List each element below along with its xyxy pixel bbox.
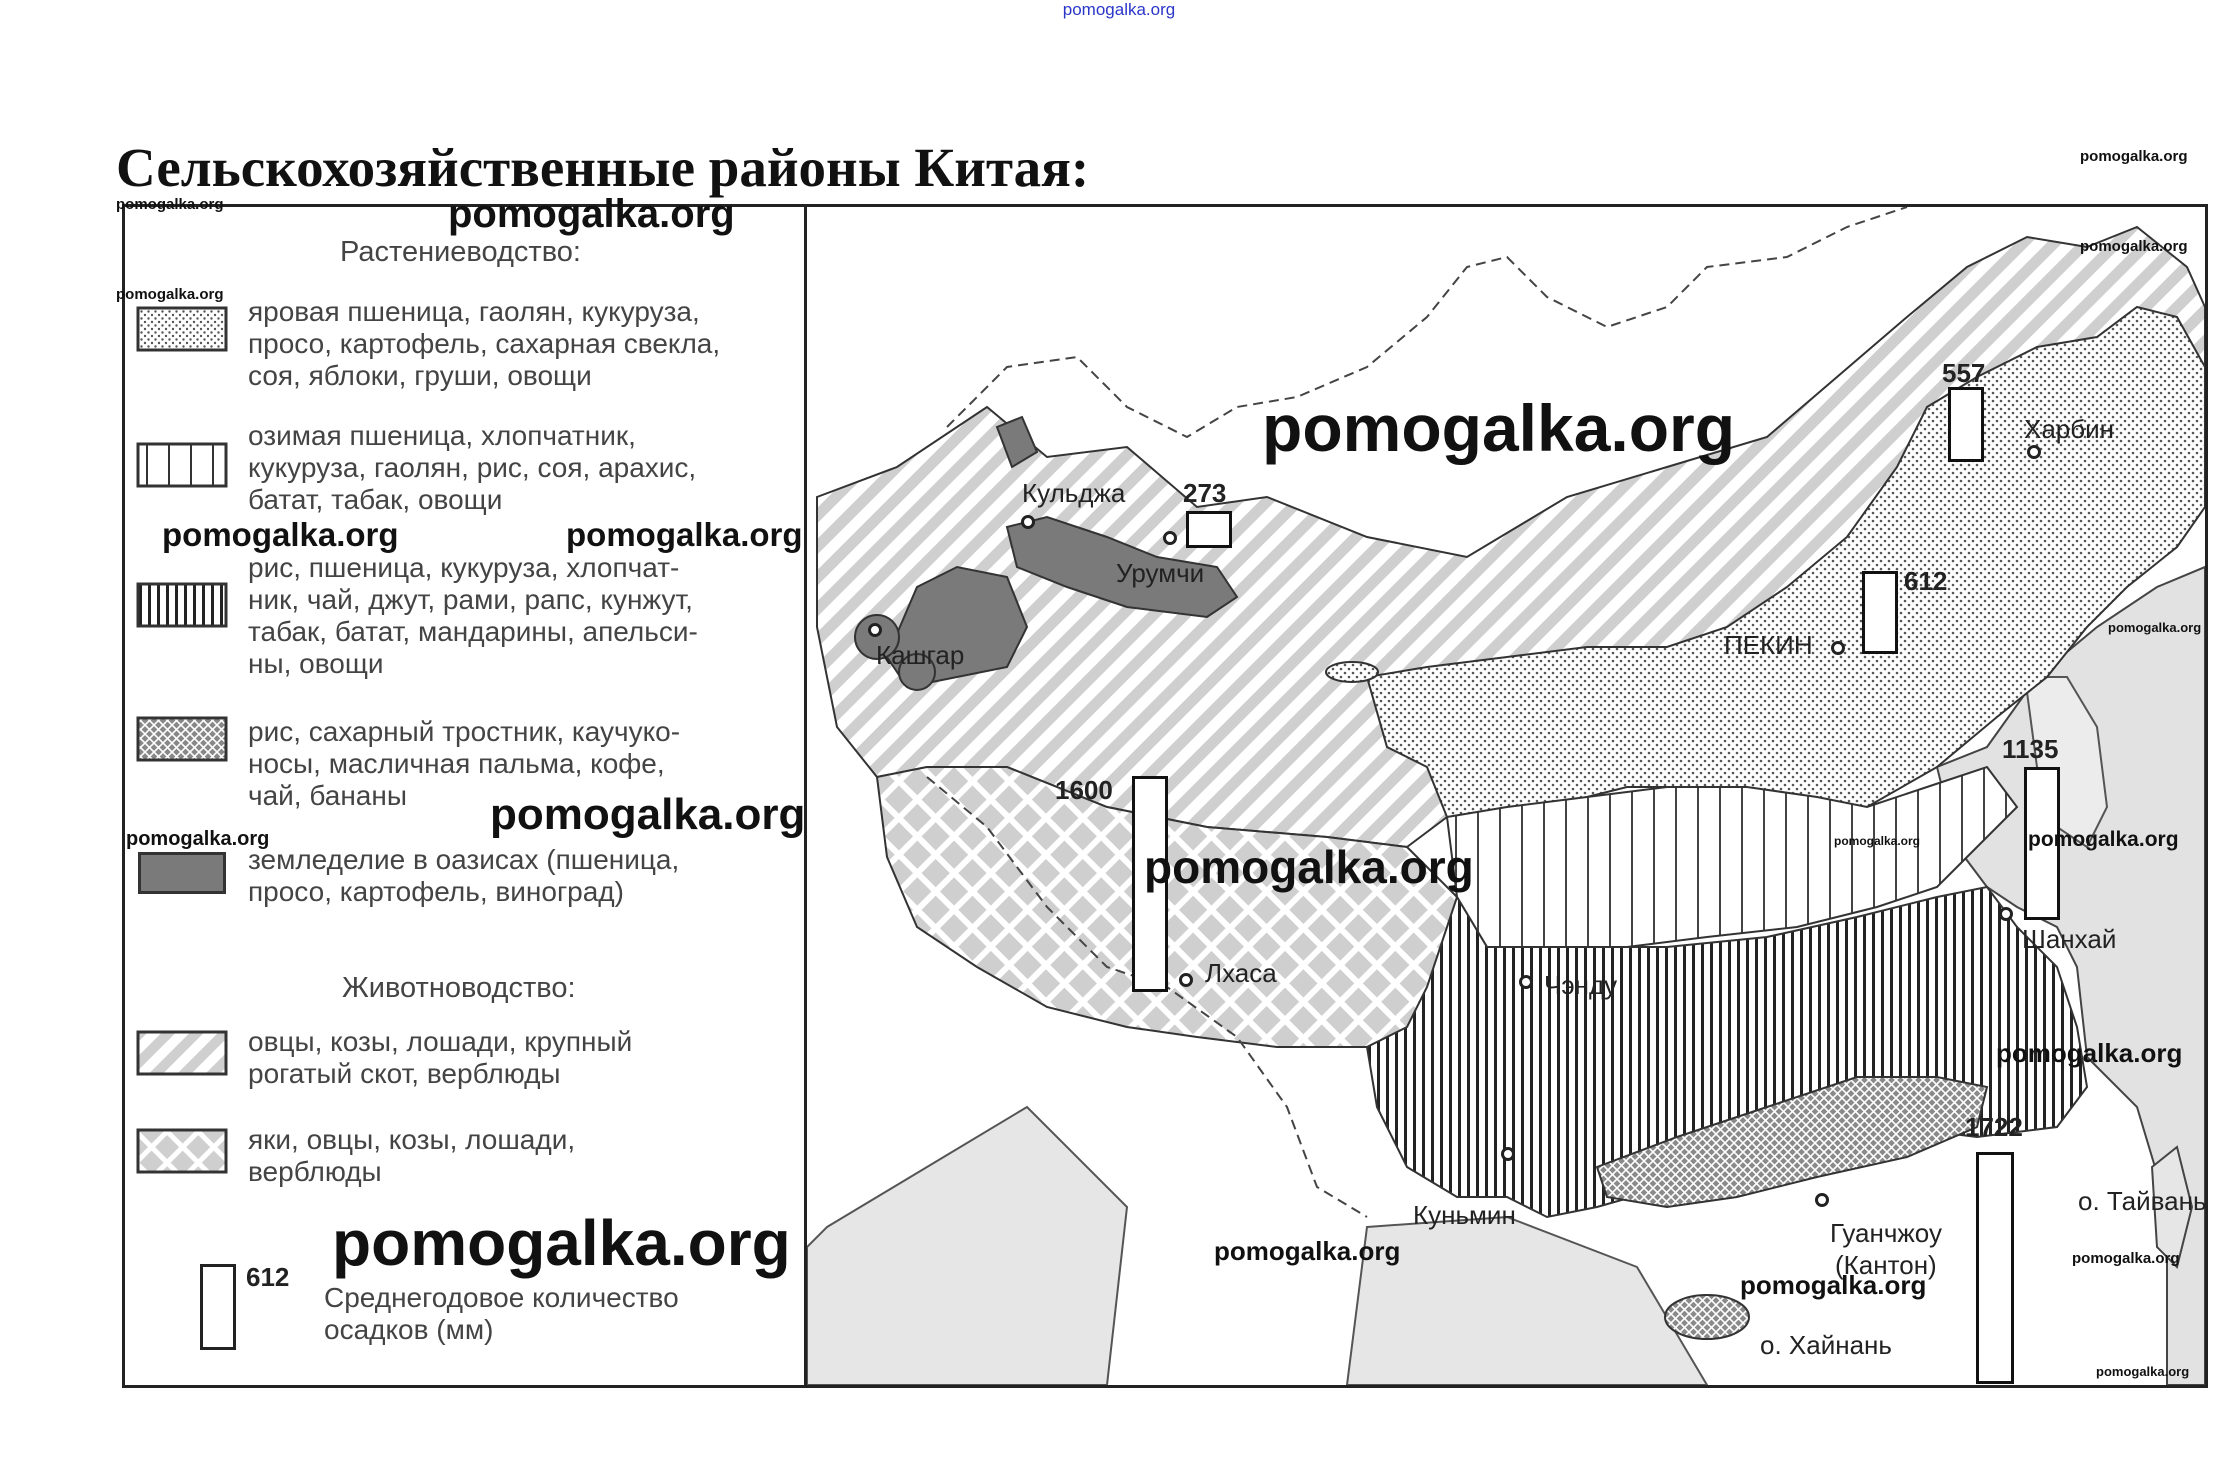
watermark: pomogalka.org: [1214, 1236, 1401, 1266]
city-dot: [1999, 907, 2013, 921]
city-shanghai: Шанхай: [2022, 924, 2117, 954]
legend-item-livestock-north: [248, 1026, 632, 1090]
precip-label-273: 273: [1183, 478, 1227, 508]
watermark: pomogalka.org: [2028, 828, 2179, 851]
legend-line: озимая пшеница, хлопчатник,: [248, 420, 636, 451]
island-taiwan: о. Тайвань: [2078, 1186, 2207, 1216]
watermark: pomogalka.org: [1144, 841, 1474, 893]
watermark: pomogalka.org: [448, 192, 735, 236]
city-dot: [1519, 975, 1533, 989]
watermark: pomogalka.org: [1996, 1038, 2183, 1068]
legend-line: рис, сахарный тростник, каучуко-: [248, 716, 681, 747]
legend-line: рис, пшеница, кукуруза, хлопчат-: [248, 552, 680, 583]
city-beijing: ПЕКИН: [1724, 630, 1813, 660]
precip-label-1600: 1600: [1055, 775, 1113, 805]
legend-item-precip: [324, 1282, 679, 1346]
oasis-small: [1326, 662, 1378, 682]
city-dot: [1179, 973, 1193, 987]
legend-line: яровая пшеница, гаолян, кукуруза,: [248, 296, 700, 327]
legend-line: овцы, козы, лошади, крупный: [248, 1026, 633, 1057]
swatch-oasis: [138, 852, 226, 894]
watermark: pomogalka.org: [1740, 1270, 1927, 1300]
watermark: pomogalka.org: [126, 828, 270, 850]
precip-label-1722: 1722: [1965, 1112, 2023, 1142]
legend-line: Среднегодовое количество: [324, 1282, 679, 1313]
hainan-island-crop: [1665, 1295, 1749, 1339]
swatch-spring-wheat: [136, 306, 228, 352]
watermark: pomogalka.org: [1262, 391, 1736, 465]
legend-line: просо, картофель, виноград): [248, 876, 624, 907]
precip-label-612: 612: [1904, 566, 1948, 596]
legend-livestock-heading: Животноводство:: [342, 972, 576, 1004]
legend-line: яки, овцы, козы, лошади,: [248, 1124, 576, 1155]
watermark: pomogalka.org: [2080, 238, 2188, 255]
precip-bar-273: [1186, 511, 1232, 548]
swatch-tropical: [136, 716, 228, 762]
legend-item-oasis: [248, 844, 679, 908]
legend-precip-box: [200, 1264, 236, 1350]
city-guangzhou: Гуанчжоу: [1830, 1218, 1942, 1248]
watermark: pomogalka.org: [2072, 1250, 2180, 1267]
island-hainan: о. Хайнань: [1760, 1330, 1892, 1360]
legend-line: носы, масличная пальма, кофе,: [248, 748, 665, 779]
legend-line: осадков (мм): [324, 1314, 494, 1345]
legend-line: земледелие в оазисах (пшеница,: [248, 844, 680, 875]
precip-bar-557: [1948, 387, 1984, 462]
city-dot: [1501, 1147, 1515, 1161]
legend-line: табак, батат, мандарины, апельси-: [248, 616, 698, 647]
swatch-livestock-north: [136, 1030, 228, 1076]
city-urumqi: Урумчи: [1116, 558, 1205, 588]
swatch-rice-south: [136, 582, 228, 628]
watermark: pomogalka.org: [2108, 620, 2202, 635]
legend-item-rice-south: [248, 552, 698, 680]
legend-precip-value: 612: [246, 1262, 290, 1292]
legend-line: ны, овощи: [248, 648, 384, 679]
city-canton: (Кантон): [1835, 1250, 1937, 1280]
precip-bar-1722: [1976, 1152, 2014, 1384]
legend-item-yak: [248, 1124, 575, 1188]
watermark: pomogalka.org: [1834, 834, 1921, 848]
precip-bar-612: [1862, 571, 1898, 654]
watermark: pomogalka.org: [566, 516, 803, 553]
legend-line: кукуруза, гаолян, рис, соя, арахис,: [248, 452, 697, 483]
legend-line: ник, чай, джут, рами, рапс, кунжут,: [248, 584, 693, 615]
legend-item-winter-wheat: [248, 420, 696, 516]
watermark: pomogalka.org: [332, 1207, 791, 1279]
city-dot: [2027, 445, 2041, 459]
swatch-yak: [136, 1128, 228, 1174]
swatch-winter-wheat: [136, 442, 228, 488]
precip-label-557: 557: [1942, 358, 1986, 388]
top-site-link[interactable]: pomogalka.org: [1062, 0, 1176, 19]
legend-item-spring-wheat: [248, 296, 720, 392]
city-lhasa: Лхаса: [1205, 958, 1277, 988]
watermark: pomogalka.org: [2096, 1364, 2190, 1379]
city-chengdu: Чэнду: [1544, 970, 1618, 1000]
legend-line: просо, картофель, сахарная свекла,: [248, 328, 721, 359]
legend-crop-heading: Растениеводство:: [340, 236, 581, 268]
page-title: Сельскохозяйственные районы Китая:: [116, 137, 1090, 198]
city-kashgar: Кашгар: [876, 640, 965, 670]
watermark: pomogalka.org: [162, 516, 399, 553]
watermark: pomogalka.org: [2080, 148, 2188, 165]
city-dot: [868, 623, 882, 637]
watermark: pomogalka.org: [116, 286, 224, 303]
city-kuldja: Кульджа: [1022, 478, 1126, 508]
legend-line: чай, бананы: [248, 780, 407, 811]
watermark: pomogalka.org: [490, 790, 806, 839]
legend-line: рогатый скот, верблюды: [248, 1058, 561, 1089]
city-dot: [1163, 531, 1177, 545]
city-dot: [1815, 1193, 1829, 1207]
watermark: pomogalka.org: [116, 196, 224, 213]
city-dot: [1021, 515, 1035, 529]
legend-line: соя, яблоки, груши, овощи: [248, 360, 592, 391]
legend-line: верблюды: [248, 1156, 382, 1187]
legend-line: батат, табак, овощи: [248, 484, 503, 515]
city-harbin: Харбин: [2024, 414, 2115, 444]
precip-label-1135: 1135: [2002, 734, 2059, 764]
city-kunming: Куньмин: [1413, 1200, 1516, 1230]
city-dot: [1831, 641, 1845, 655]
